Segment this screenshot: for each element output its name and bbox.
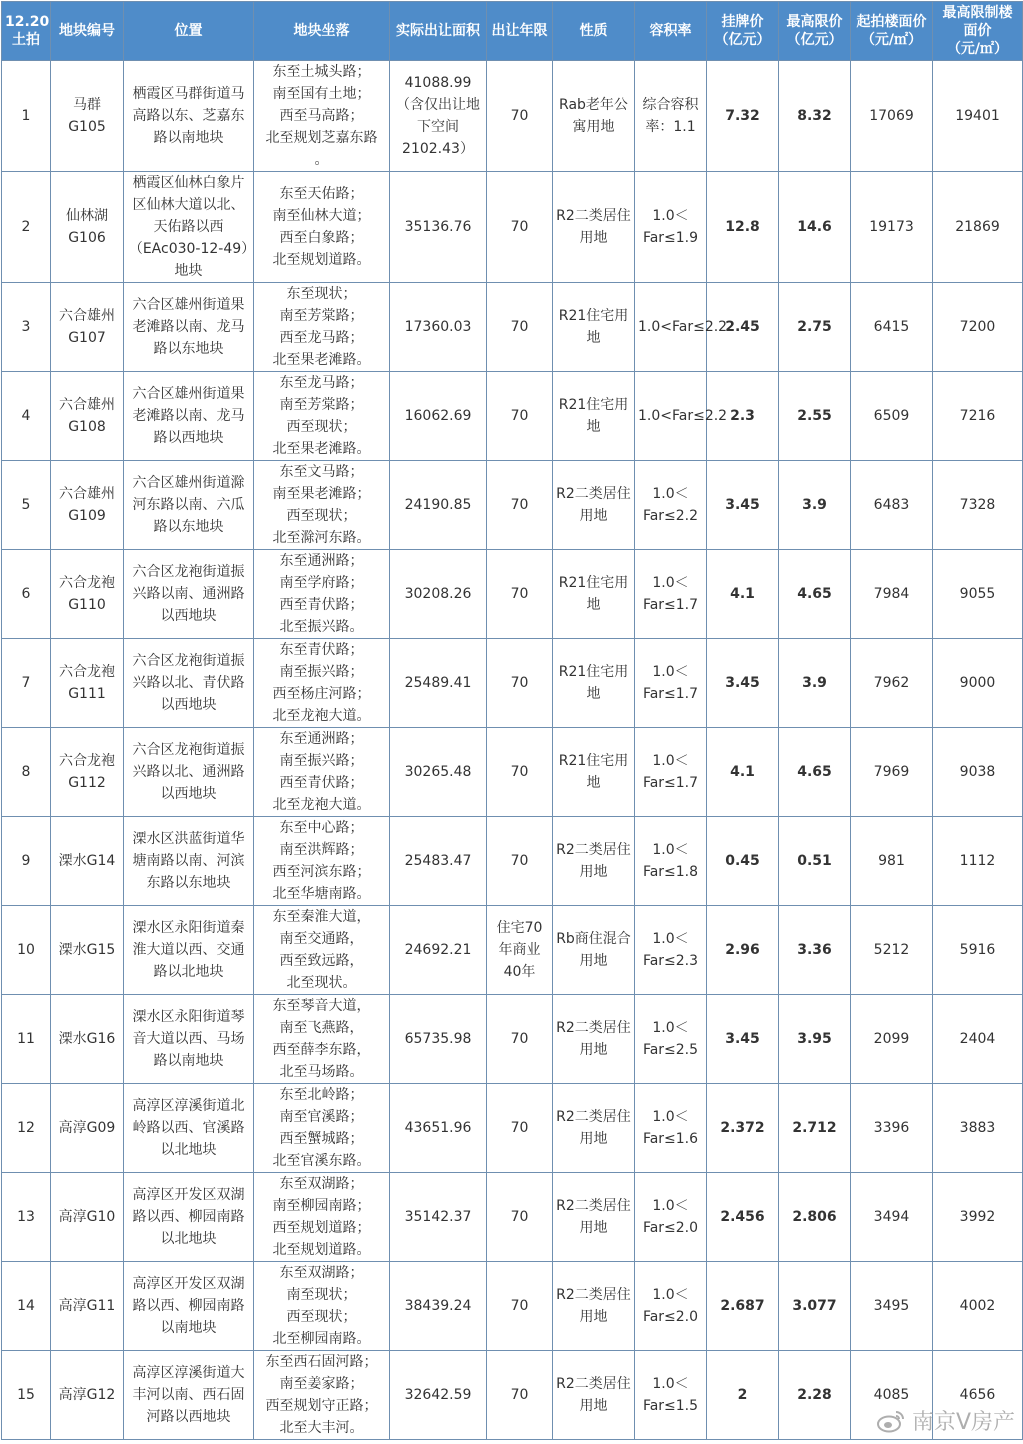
- cell-area: 17360.03: [390, 283, 487, 372]
- cell-nature: R2二类居住用地: [553, 817, 635, 906]
- cell-location: 高淳区开发区双湖路以西、柳园南路以南地块: [124, 1262, 254, 1351]
- cell-listing-price: 3.45: [707, 461, 779, 550]
- header-max-floor-price: 最高限制楼 面价 （元/㎡）: [933, 2, 1023, 61]
- cell-max-floor-price: 7216: [933, 372, 1023, 461]
- cell-location: 六合区雄州街道果老滩路以南、龙马路以西地块: [124, 372, 254, 461]
- cell-nature: R2二类居住用地: [553, 1084, 635, 1173]
- table-row: [2, 550, 1023, 639]
- cell-start-floor-price: 981: [851, 817, 933, 906]
- cell-area: 41088.99 （含仅出让地下空间 2102.43）: [390, 61, 487, 172]
- cell-start-floor-price: 7969: [851, 728, 933, 817]
- cell-location: 溧水区永阳街道琴音大道以西、马场路以南地块: [124, 995, 254, 1084]
- cell-far: 1.0＜Far≤2.2: [635, 461, 707, 550]
- boundary-line: 北至龙袍大道。: [272, 797, 371, 813]
- cell-listing-price: 4.1: [707, 550, 779, 639]
- cell-location: 六合区雄州街道果老滩路以南、龙马路以东地块: [124, 283, 254, 372]
- cell-max-price: 2.806: [779, 1173, 851, 1262]
- cell-max-floor-price: 21869: [933, 172, 1023, 283]
- cell-plot-id: 六合龙袍 G112: [51, 728, 124, 817]
- cell-far: 1.0＜Far≤2.0: [635, 1262, 707, 1351]
- cell-listing-price: 3.45: [707, 995, 779, 1084]
- cell-listing-price: 3.45: [707, 639, 779, 728]
- boundary-line: 南至芳棠路；: [279, 308, 364, 324]
- watermark-text: 南京V房产: [911, 1410, 1015, 1435]
- boundary-line: 北至规划芝嘉东路: [265, 130, 378, 146]
- cell-plot-id: 六合雄州 G108: [51, 372, 124, 461]
- cell-no: 9: [2, 817, 51, 906]
- cell-area: 30208.26: [390, 550, 487, 639]
- cell-nature: Rab老年公寓用地: [553, 61, 635, 172]
- cell-start-floor-price: 2099: [851, 995, 933, 1084]
- boundary-line: 。: [314, 152, 329, 168]
- cell-plot-id: 溧水G15: [51, 906, 124, 995]
- boundary-line: 南至国有土地；: [272, 86, 371, 102]
- cell-max-floor-price: 7200: [933, 283, 1023, 372]
- table-row: [2, 172, 1023, 283]
- cell-start-floor-price: 7962: [851, 639, 933, 728]
- cell-max-floor-price: 1112: [933, 817, 1023, 906]
- boundary-line: 东至西石固河路；: [265, 1354, 378, 1370]
- cell-location: 溧水区洪蓝街道华塘南路以南、河滨东路以东地块: [124, 817, 254, 906]
- cell-term: 70: [487, 817, 553, 906]
- boundary-line: 西至龙马路；: [279, 330, 364, 346]
- cell-nature: R2二类居住用地: [553, 1173, 635, 1262]
- cell-term: 70: [487, 372, 553, 461]
- cell-term: 70: [487, 728, 553, 817]
- boundary-line: 东至北岭路；: [279, 1087, 364, 1103]
- cell-boundaries: [254, 172, 390, 283]
- header-max-price: 最高限价 （亿元）: [779, 2, 851, 61]
- cell-listing-price: 2.372: [707, 1084, 779, 1173]
- cell-plot-id: 六合雄州 G109: [51, 461, 124, 550]
- cell-far: 1.0<Far≤2.2: [635, 372, 707, 461]
- cell-plot-id: 仙林湖 G106: [51, 172, 124, 283]
- boundary-line: 西至杨庄河路；: [272, 686, 371, 702]
- boundary-line: 南至仙林大道；: [272, 208, 371, 224]
- cell-boundaries: [254, 372, 390, 461]
- boundary-line: 南至姜家路；: [279, 1376, 364, 1392]
- cell-boundaries: [254, 1262, 390, 1351]
- table-row: [2, 639, 1023, 728]
- boundary-line: 北至马场路。: [279, 1064, 364, 1080]
- cell-start-floor-price: 17069: [851, 61, 933, 172]
- cell-no: 10: [2, 906, 51, 995]
- boundary-line: 西至青伏路；: [279, 597, 364, 613]
- cell-boundaries: [254, 61, 390, 172]
- cell-location: 六合区龙袍街道振兴路以北、通洲路以西地块: [124, 728, 254, 817]
- cell-location: 高淳区开发区双湖路以西、柳园南路以北地块: [124, 1173, 254, 1262]
- table-row: [2, 1262, 1023, 1351]
- cell-nature: R21住宅用地: [553, 283, 635, 372]
- cell-term: 70: [487, 639, 553, 728]
- cell-max-floor-price: 3883: [933, 1084, 1023, 1173]
- watermark: [876, 1405, 1015, 1436]
- cell-plot-id: 六合龙袍 G110: [51, 550, 124, 639]
- cell-max-floor-price: 3992: [933, 1173, 1023, 1262]
- boundary-line: 西至河滨东路；: [272, 864, 371, 880]
- cell-term: 70: [487, 61, 553, 172]
- cell-start-floor-price: 6483: [851, 461, 933, 550]
- cell-max-price: 2.712: [779, 1084, 851, 1173]
- boundary-line: 西至规划道路；: [272, 1220, 371, 1236]
- cell-far: 1.0＜Far≤1.7: [635, 728, 707, 817]
- header-row: [2, 2, 1023, 61]
- table-row: [2, 372, 1023, 461]
- cell-plot-id: 高淳G09: [51, 1084, 124, 1173]
- cell-boundaries: [254, 550, 390, 639]
- cell-start-floor-price: 6415: [851, 283, 933, 372]
- cell-listing-price: 12.8: [707, 172, 779, 283]
- boundary-line: 北至振兴路。: [279, 619, 364, 635]
- header-listing-price: 挂牌价 （亿元）: [707, 2, 779, 61]
- cell-plot-id: 高淳G11: [51, 1262, 124, 1351]
- cell-nature: R21住宅用地: [553, 550, 635, 639]
- boundary-line: 南至芳棠路；: [279, 397, 364, 413]
- cell-area: 35136.76: [390, 172, 487, 283]
- header-nature: 性质: [553, 2, 635, 61]
- cell-no: 3: [2, 283, 51, 372]
- cell-listing-price: 2.687: [707, 1262, 779, 1351]
- cell-location: 六合区龙袍街道振兴路以南、通洲路以西地块: [124, 550, 254, 639]
- header-plot-id: 地块编号: [51, 2, 124, 61]
- cell-far: 1.0<Far≤2.2: [635, 283, 707, 372]
- land-auction-table: [1, 1, 1023, 1440]
- header-far: 容积率: [635, 2, 707, 61]
- cell-max-price: 3.9: [779, 461, 851, 550]
- cell-no: 8: [2, 728, 51, 817]
- boundary-line: 西至白象路；: [279, 230, 364, 246]
- boundary-line: 南至洪辉路；: [279, 842, 364, 858]
- table-row: [2, 1084, 1023, 1173]
- boundary-line: 南至现状；: [286, 1287, 357, 1303]
- cell-no: 12: [2, 1084, 51, 1173]
- boundary-line: 西至规划守正路；: [265, 1398, 378, 1414]
- cell-boundaries: [254, 283, 390, 372]
- cell-location: 高淳区淳溪街道大丰河以南、西石固河路以西地块: [124, 1351, 254, 1440]
- cell-listing-price: 2.45: [707, 283, 779, 372]
- cell-boundaries: [254, 995, 390, 1084]
- boundary-line: 北至龙袍大道。: [272, 708, 371, 724]
- cell-start-floor-price: 7984: [851, 550, 933, 639]
- cell-term: 70: [487, 995, 553, 1084]
- cell-nature: R2二类居住用地: [553, 172, 635, 283]
- table-row: [2, 61, 1023, 172]
- cell-far: 1.0＜Far≤1.7: [635, 639, 707, 728]
- boundary-line: 东至双湖路；: [279, 1176, 364, 1192]
- cell-far: 1.0＜Far≤1.8: [635, 817, 707, 906]
- cell-max-price: 2.28: [779, 1351, 851, 1440]
- cell-term: 70: [487, 1084, 553, 1173]
- header-boundaries: 地块坐落: [254, 2, 390, 61]
- cell-location: 六合区雄州街道滁河东路以南、六瓜路以东地块: [124, 461, 254, 550]
- table-row: [2, 283, 1023, 372]
- cell-area: 25483.47: [390, 817, 487, 906]
- cell-start-floor-price: 5212: [851, 906, 933, 995]
- cell-max-price: 3.9: [779, 639, 851, 728]
- cell-area: 65735.98: [390, 995, 487, 1084]
- cell-far: 1.0＜Far≤1.7: [635, 550, 707, 639]
- cell-start-floor-price: 3396: [851, 1084, 933, 1173]
- cell-max-floor-price: 9000: [933, 639, 1023, 728]
- boundary-line: 西至薛李东路，: [272, 1042, 371, 1058]
- cell-boundaries: [254, 1084, 390, 1173]
- cell-max-price: 14.6: [779, 172, 851, 283]
- cell-term: 70: [487, 1262, 553, 1351]
- cell-boundaries: [254, 639, 390, 728]
- cell-plot-id: 六合龙袍 G111: [51, 639, 124, 728]
- cell-nature: R2二类居住用地: [553, 461, 635, 550]
- cell-nature: R21住宅用地: [553, 639, 635, 728]
- table-row: [2, 906, 1023, 995]
- boundary-line: 东至现状；: [286, 286, 357, 302]
- cell-no: 2: [2, 172, 51, 283]
- cell-far: 综合容积率：1.1: [635, 61, 707, 172]
- cell-term: 住宅70年商业40年: [487, 906, 553, 995]
- boundary-line: 北至滁河东路。: [272, 530, 371, 546]
- boundary-line: 北至华塘南路。: [272, 886, 371, 902]
- boundary-line: 东至秦淮大道，: [272, 909, 371, 925]
- cell-max-floor-price: 7328: [933, 461, 1023, 550]
- boundary-line: 东至龙马路；: [279, 375, 364, 391]
- cell-max-floor-price: 4656: [933, 1351, 1023, 1440]
- cell-no: 6: [2, 550, 51, 639]
- boundary-line: 南至交通路，: [279, 931, 364, 947]
- table-row: [2, 728, 1023, 817]
- boundary-line: 北至规划道路。: [272, 252, 371, 268]
- cell-max-price: 8.32: [779, 61, 851, 172]
- cell-location: 溧水区永阳街道秦淮大道以西、交通路以北地块: [124, 906, 254, 995]
- boundary-line: 南至飞燕路，: [279, 1020, 364, 1036]
- cell-max-price: 4.65: [779, 728, 851, 817]
- cell-area: 32642.59: [390, 1351, 487, 1440]
- cell-max-floor-price: 9038: [933, 728, 1023, 817]
- cell-location: 栖霞区仙林白象片区仙林大道以北、天佑路以西（EAc030-12-49）地块: [124, 172, 254, 283]
- boundary-line: 西至马高路；: [279, 108, 364, 124]
- cell-listing-price: 0.45: [707, 817, 779, 906]
- cell-listing-price: 2: [707, 1351, 779, 1440]
- boundary-line: 北至柳园南路。: [272, 1331, 371, 1347]
- cell-no: 13: [2, 1173, 51, 1262]
- table-row: [2, 1351, 1023, 1440]
- boundary-line: 北至现状。: [286, 975, 357, 991]
- cell-far: 1.0＜Far≤1.6: [635, 1084, 707, 1173]
- cell-nature: R2二类居住用地: [553, 1351, 635, 1440]
- boundary-line: 东至文马路；: [279, 464, 364, 480]
- header-start-floor-price: 起拍楼面价 （元/㎡）: [851, 2, 933, 61]
- weibo-icon: [876, 1409, 906, 1433]
- header-term: 出让年限: [487, 2, 553, 61]
- boundary-line: 东至天佑路；: [279, 186, 364, 202]
- boundary-line: 西至现状；: [286, 508, 357, 524]
- cell-no: 15: [2, 1351, 51, 1440]
- cell-term: 70: [487, 1173, 553, 1262]
- cell-no: 14: [2, 1262, 51, 1351]
- cell-location: 栖霞区马群街道马高路以东、芝嘉东路以南地块: [124, 61, 254, 172]
- cell-plot-id: 高淳G10: [51, 1173, 124, 1262]
- cell-term: 70: [487, 461, 553, 550]
- cell-boundaries: [254, 1173, 390, 1262]
- cell-max-price: 3.95: [779, 995, 851, 1084]
- table-row: [2, 995, 1023, 1084]
- table-row: [2, 461, 1023, 550]
- boundary-line: 西至蟹城路；: [279, 1131, 364, 1147]
- header-date: 12.20 土拍: [2, 2, 51, 61]
- cell-area: 43651.96: [390, 1084, 487, 1173]
- cell-far: 1.0＜Far≤2.0: [635, 1173, 707, 1262]
- cell-location: 六合区龙袍街道振兴路以北、青伏路以西地块: [124, 639, 254, 728]
- cell-area: 25489.41: [390, 639, 487, 728]
- cell-listing-price: 2.96: [707, 906, 779, 995]
- cell-location: 高淳区淳溪街道北岭路以西、官溪路以北地块: [124, 1084, 254, 1173]
- cell-boundaries: [254, 728, 390, 817]
- boundary-line: 东至通洲路；: [279, 731, 364, 747]
- cell-boundaries: [254, 817, 390, 906]
- table-row: [2, 1173, 1023, 1262]
- boundary-line: 北至官溪东路。: [272, 1153, 371, 1169]
- cell-no: 1: [2, 61, 51, 172]
- cell-listing-price: 4.1: [707, 728, 779, 817]
- cell-boundaries: [254, 1351, 390, 1440]
- table-row: [2, 817, 1023, 906]
- boundary-line: 东至中心路；: [279, 820, 364, 836]
- table-body: [2, 61, 1023, 1440]
- cell-no: 5: [2, 461, 51, 550]
- cell-area: 30265.48: [390, 728, 487, 817]
- cell-max-price: 3.077: [779, 1262, 851, 1351]
- boundary-line: 南至果老滩路；: [272, 486, 371, 502]
- cell-max-price: 4.65: [779, 550, 851, 639]
- cell-start-floor-price: 3494: [851, 1173, 933, 1262]
- cell-max-floor-price: 19401: [933, 61, 1023, 172]
- cell-term: 70: [487, 1351, 553, 1440]
- cell-area: 16062.69: [390, 372, 487, 461]
- cell-term: 70: [487, 550, 553, 639]
- cell-max-floor-price: 4002: [933, 1262, 1023, 1351]
- boundary-line: 西至致远路，: [279, 953, 364, 969]
- cell-far: 1.0＜Far≤1.5: [635, 1351, 707, 1440]
- boundary-line: 南至官溪路；: [279, 1109, 364, 1125]
- header-location: 位置: [124, 2, 254, 61]
- boundary-line: 东至青伏路；: [279, 642, 364, 658]
- cell-listing-price: 2.3: [707, 372, 779, 461]
- boundary-line: 东至土城头路；: [272, 64, 371, 80]
- boundary-line: 南至学府路；: [279, 575, 364, 591]
- cell-max-floor-price: 5916: [933, 906, 1023, 995]
- boundary-line: 东至琴音大道，: [272, 998, 371, 1014]
- cell-far: 1.0＜Far≤1.9: [635, 172, 707, 283]
- cell-nature: R2二类居住用地: [553, 995, 635, 1084]
- boundary-line: 北至果老滩路。: [272, 352, 371, 368]
- boundary-line: 北至大丰河。: [279, 1420, 364, 1436]
- boundary-line: 西至现状；: [286, 419, 357, 435]
- cell-plot-id: 马群 G105: [51, 61, 124, 172]
- boundary-line: 北至果老滩路。: [272, 441, 371, 457]
- header-area: 实际出让面积: [390, 2, 487, 61]
- cell-boundaries: [254, 461, 390, 550]
- cell-area: 38439.24: [390, 1262, 487, 1351]
- cell-boundaries: [254, 906, 390, 995]
- cell-nature: R2二类居住用地: [553, 1262, 635, 1351]
- cell-max-floor-price: 9055: [933, 550, 1023, 639]
- cell-plot-id: 高淳G12: [51, 1351, 124, 1440]
- cell-area: 35142.37: [390, 1173, 487, 1262]
- cell-no: 4: [2, 372, 51, 461]
- cell-start-floor-price: 4085: [851, 1351, 933, 1440]
- cell-max-price: 2.75: [779, 283, 851, 372]
- cell-plot-id: 六合雄州 G107: [51, 283, 124, 372]
- cell-term: 70: [487, 172, 553, 283]
- cell-max-floor-price: 2404: [933, 995, 1023, 1084]
- cell-start-floor-price: 3495: [851, 1262, 933, 1351]
- cell-no: 7: [2, 639, 51, 728]
- boundary-line: 东至通洲路；: [279, 553, 364, 569]
- cell-nature: R21住宅用地: [553, 372, 635, 461]
- boundary-line: 北至规划道路。: [272, 1242, 371, 1258]
- cell-start-floor-price: 6509: [851, 372, 933, 461]
- cell-far: 1.0＜Far≤2.5: [635, 995, 707, 1084]
- cell-nature: Rb商住混合用地: [553, 906, 635, 995]
- cell-start-floor-price: 19173: [851, 172, 933, 283]
- cell-area: 24190.85: [390, 461, 487, 550]
- cell-max-price: 2.55: [779, 372, 851, 461]
- cell-no: 11: [2, 995, 51, 1084]
- cell-far: 1.0＜Far≤2.3: [635, 906, 707, 995]
- cell-term: 70: [487, 283, 553, 372]
- cell-plot-id: 溧水G16: [51, 995, 124, 1084]
- cell-max-price: 0.51: [779, 817, 851, 906]
- cell-listing-price: 2.456: [707, 1173, 779, 1262]
- boundary-line: 西至青伏路；: [279, 775, 364, 791]
- cell-plot-id: 溧水G14: [51, 817, 124, 906]
- boundary-line: 南至振兴路；: [279, 664, 364, 680]
- boundary-line: 西至现状；: [286, 1309, 357, 1325]
- boundary-line: 南至振兴路；: [279, 753, 364, 769]
- boundary-line: 东至双湖路；: [279, 1265, 364, 1281]
- cell-max-price: 3.36: [779, 906, 851, 995]
- cell-area: 24692.21: [390, 906, 487, 995]
- boundary-line: 南至柳园南路；: [272, 1198, 371, 1214]
- cell-nature: R21住宅用地: [553, 728, 635, 817]
- cell-listing-price: 7.32: [707, 61, 779, 172]
